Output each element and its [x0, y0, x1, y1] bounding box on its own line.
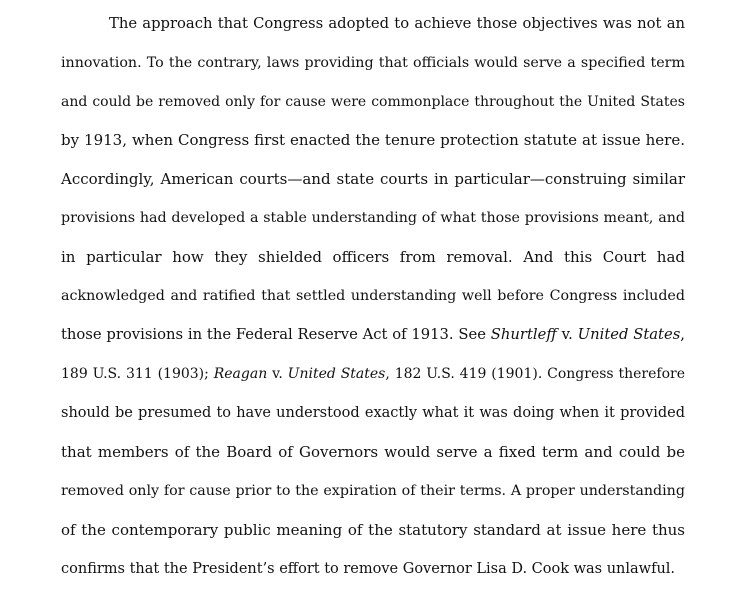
paragraph-line-8: acknowledged and ratified that settled understanding well before Congress included	[61, 288, 685, 304]
paragraph-line-3: and could be removed only for cause were commonplace throughout the United States	[61, 94, 685, 110]
paragraph-line-15: confirms that the President’s effort to remove Governor Lisa D. Cook was unlawful.	[61, 561, 676, 577]
paragraph-line-10	[61, 362, 685, 386]
case-name-shurtleff: Shurtleff	[490, 326, 557, 343]
paragraph-line-1: The approach that Congress adopted to achieve those objectives was not an	[109, 15, 685, 32]
versus-text: v.	[556, 326, 578, 343]
paragraph-line-2: innovation. To the contrary, laws providing that officials would serve a specified term	[61, 55, 685, 71]
citation-text: 189 U.S. 311 (1903);	[61, 366, 214, 382]
line-text: , 182 U.S. 419 (1901). Congress therefore	[385, 366, 685, 382]
paragraph-line-4: by 1913, when Congress first enacted the tenure protection statute at issue here.	[61, 131, 685, 149]
versus-text: v.	[267, 366, 288, 382]
paragraph-line-9	[61, 323, 685, 347]
case-name-reagan: Reagan	[213, 366, 268, 382]
case-party-united-states: United States	[577, 326, 681, 343]
line-text: those provisions in the Federal Reserve Act of 1913. See	[61, 326, 491, 343]
paragraph-line-7: in particular how they shielded officers from removal. And this Court had	[61, 248, 685, 266]
paragraph-line-6: provisions had developed a stable understanding of what those provisions meant, and	[61, 210, 685, 226]
paragraph-line-11: should be presumed to have understood exactly what it was doing when it provided	[61, 405, 685, 421]
paragraph-line-13: removed only for cause prior to the expiration of their terms. A proper understanding	[61, 483, 685, 499]
line-text: ,	[680, 326, 685, 343]
paragraph-line-14: of the contemporary public meaning of the statutory standard at issue here thus	[61, 521, 685, 539]
paragraph-line-12: that members of the Board of Governors would serve a fixed term and could be	[61, 443, 685, 461]
paragraph-line-5: Accordingly, American courts—and state courts in particular—construing similar	[61, 170, 685, 188]
case-party-united-states: United States	[287, 366, 386, 382]
